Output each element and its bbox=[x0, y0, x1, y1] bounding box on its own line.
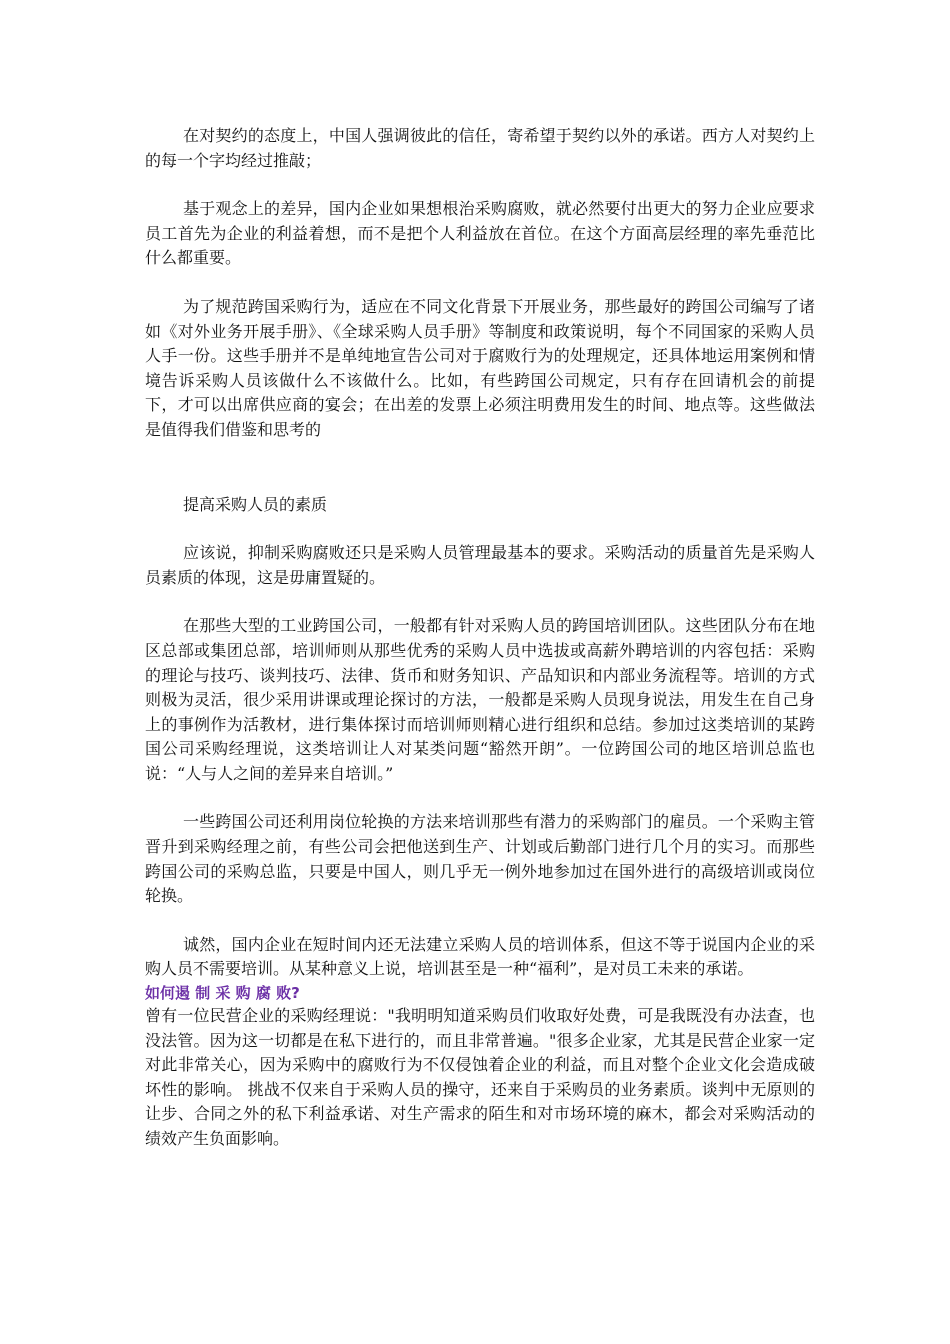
paragraph-concept-difference: 基于观念上的差异，国内企业如果想根治采购腐败，就必然要付出更大的努力企业应要求员工首先为企业的利益着想，而不是把个人利益放在首位。在这个方面高层经理的率先垂范比什么都重要。 bbox=[145, 199, 815, 268]
paragraph-manager-quote: 曾有一位民营企业的采购经理说："我明明知道采购员们收取好处费，可是我既没有办法查，也没法管。因为这一切都是在私下进行的，而且非常普遍。"很多企业家，尤其是民营企业家一定对此非常关心，因为采购中的腐败行为不仅侵蚀着企业的利益，而且对整个企业文化会造成破坏性的影响。 挑战不仅来自于采购人员的操守，还来自于采购员的业务素质。谈判中无原则的让步、合同之外的私下利益承诺、对生产需求的陌生和对市场环境的麻木，都会对采购活动的绩效产生负面影响。 bbox=[145, 1006, 815, 1148]
paragraph-cross-border-rules: 为了规范跨国采购行为，适应在不同文化背景下开展业务，那些最好的跨国公司编写了诸如《对外业务开展手册》、《全球采购人员手册》等制度和政策说明，每个不同国家的采购人员人手一份。这些手册并不是单纯地宣告公司对于腐败行为的处理规定，还具体地运用案例和情境告诉采购人员该做什么不该做什么。比如，有些跨国公司规定，只有存在回请机会的前提下，才可以出席供应商的宴会；在出差的发票上必须注明费用发生的时间、地点等。这些做法是值得我们借鉴和思考的 bbox=[145, 296, 815, 439]
paragraph-basic-requirement: 应该说，抑制采购腐败还只是采购人员管理最基本的要求。采购活动的质量首先是采购人员素质的体现，这是毋庸置疑的。 bbox=[145, 543, 815, 587]
subheading-improve-quality: 提高采购人员的素质 bbox=[183, 494, 328, 514]
paragraph-job-rotation: 一些跨国公司还利用岗位轮换的方法来培训那些有潜力的采购部门的雇员。一个采购主管晋升到采购经理之前，有些公司会把他送到生产、计划或后勤部门进行几个月的实习。而那些跨国公司的采购总监，只要是中国人，则几乎无一例外地参加过在国外进行的高级培训或岗位轮换。 bbox=[145, 812, 815, 906]
paragraph-training-teams: 在那些大型的工业跨国公司，一般都有针对采购人员的跨国培训团队。这些团队分布在地区总部或集团总部，培训师则从那些优秀的采购人员中选拔或高薪外聘培训的内容包括：采购的理论与技巧、谈判技巧、法律、货币和财务知识、产品知识和内部业务流程等。培训的方式则极为灵活，很少采用讲课或理论探讨的方法，一般都是采购人员现身说法，用发生在自己身上的事例作为活教材，进行集体探讨而培训师则精心进行组织和总结。参加过这类培训的某跨国公司采购经理说，这类培训让人对某类问题“豁然开朗”。一位跨国公司的地区培训总监也说：“人与人之间的差异来自培训。” bbox=[145, 616, 815, 783]
paragraph-domestic-training: 诚然，国内企业在短时间内还无法建立采购人员的培训体系，但这不等于说国内企业的采购人员不需要培训。从某种意义上说，培训甚至是一种“福利”，是对员工未来的承诺。 bbox=[145, 934, 815, 979]
document-page bbox=[145, 124, 815, 1152]
paragraph-contract-attitude: 在对契约的态度上，中国人强调彼此的信任，寄希望于契约以外的承诺。西方人对契约上的每一个字均经过推敲； bbox=[145, 126, 815, 170]
section-heading-curb-corruption: 如何遏 制 采 购 腐 败? bbox=[145, 984, 300, 1003]
